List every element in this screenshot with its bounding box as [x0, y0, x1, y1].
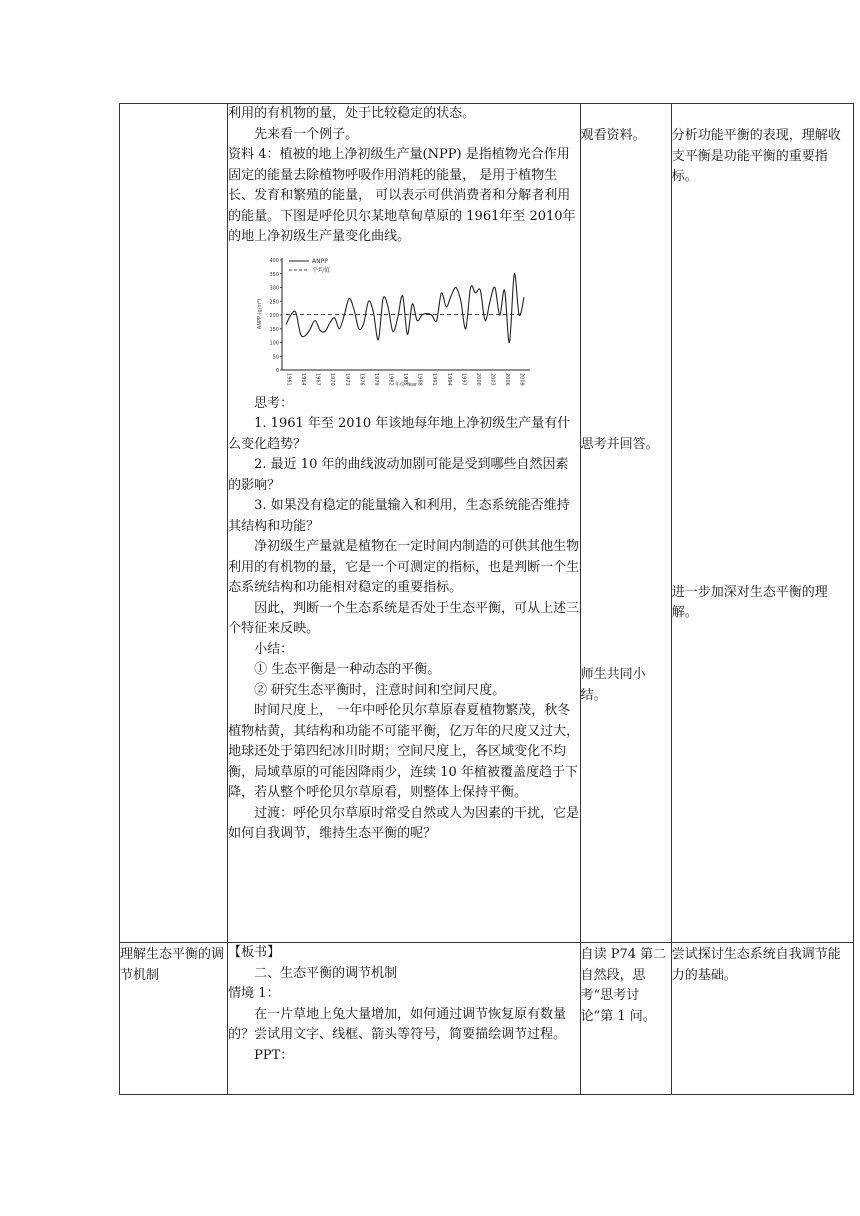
content-cell — [228, 104, 580, 943]
y-tick-label: 400 — [269, 257, 280, 264]
x-tick-label: 1961 — [285, 372, 292, 386]
stage-cell — [120, 104, 228, 943]
x-tick-label: 1982 — [387, 372, 394, 386]
board-label: 【板书】 — [228, 945, 281, 960]
anpp-series-line — [286, 273, 524, 342]
table-row — [120, 943, 854, 1095]
legend — [289, 258, 330, 274]
summary-point-2: ② 研究生态平衡时，注意时间和空间尺度。 — [254, 682, 506, 698]
table-row — [120, 104, 854, 943]
student-activity-c: 师生共同小结。 — [580, 667, 646, 703]
design-intent-cell: 尝试探讨生态系统自我调节能力的基础。 — [671, 943, 853, 1095]
x-tick-label: 2006 — [504, 372, 511, 386]
y-tick-label: 150 — [269, 326, 280, 333]
text-line: 先来看一个例子。 — [254, 126, 359, 142]
student-activity-a: 观看资料。 — [580, 128, 646, 143]
legend-anpp-label: ANPP — [312, 257, 328, 265]
ppt-label: PPT： — [254, 1047, 294, 1063]
student-activity-b: 思考并回答。 — [580, 436, 659, 452]
material-paragraph: 资料 4：植被的地上净初级生产量(NPP) 是指植物光合作用固定的能量去除植物呼吸作用消耗的能量， 是用于植物生长、发育和繁殖的能量， 可以表示可供消费者和分解者利用的能量。下图是呼伦贝尔某地草甸草原的 1961年至 2010年的地上净初级生产量变化曲线。 — [228, 147, 576, 244]
x-tick-label: 1988 — [416, 372, 423, 386]
question-2: 2. 最近 10 年的曲线波动加剧可能是受到哪些自然因素的影响？ — [228, 457, 569, 493]
npp-explanation: 净初级生产量就是植物在一定时间内制造的可供其他生物利用的有机物的量，它是一个可测定的指标，也是判断一个生态系统结构和功能相对稳定的重要指标。 — [228, 539, 580, 595]
y-tick-label: 350 — [269, 271, 280, 278]
design-intent-cell — [671, 104, 853, 943]
x-tick-label: 1994 — [445, 372, 452, 386]
x-axis-label: 年份 Year — [395, 381, 418, 388]
legend-mean-label: 平均值 — [312, 266, 331, 274]
x-tick-label: 1976 — [358, 372, 365, 386]
y-tick-label: 100 — [269, 340, 280, 346]
student-activity-cell — [580, 104, 671, 943]
x-tick-label: 1967 — [314, 372, 321, 386]
x-tick-label: 2003 — [489, 372, 496, 386]
y-tick-label: 0 — [275, 367, 280, 374]
y-tick-label: 200 — [269, 312, 280, 319]
x-tick-label: 1979 — [373, 372, 380, 386]
x-tick-label: 1997 — [460, 372, 467, 386]
question-1: 1. 1961 年至 2010 年该地每年地上净初级生产量有什么变化趋势？ — [228, 416, 571, 452]
transition-paragraph: 过渡：呼伦贝尔草原时常受自然或人为因素的干扰，它是如何自我调节，维持生态平衡的呢？ — [228, 805, 580, 841]
x-tick-label: 2000 — [475, 372, 482, 386]
x-tick-label: 1973 — [343, 372, 350, 386]
x-tick-label: 1985 — [402, 372, 409, 386]
question-3: 3. 如果没有稳定的能量输入和利用，生态系统能否维持其结构和功能？ — [228, 498, 570, 534]
y-axis-label: ANPP (g/m²) — [257, 298, 264, 329]
design-intent-a: 分析功能平衡的表现，理解收支平衡是功能平衡的重要指标。 — [671, 128, 841, 184]
y-tick-label: 300 — [269, 285, 280, 291]
x-tick-label: 1991 — [431, 372, 438, 386]
situation-label: 情境 1： — [228, 986, 280, 1001]
situation-text: 在一片草地上兔大量增加，如何通过调节恢复原有数量的？尝试用文字、线框、箭头等符号，简要描绘调节过程。 — [228, 1006, 567, 1042]
x-tick-label: 2009 — [518, 372, 525, 386]
content-cell — [228, 943, 580, 1095]
think-label: 思考： — [254, 395, 294, 411]
student-activity-cell: 自读 P74 第二自然段，思考“思考讨论”第 1 问。 — [580, 943, 671, 1095]
x-tick-label: 1970 — [329, 372, 336, 386]
text-line: 利用的有机物的量，处于比较稳定的状态。 — [228, 106, 476, 121]
lesson-plan-table — [119, 103, 854, 1095]
stage-cell: 理解生态平衡的调节机制 — [120, 943, 228, 1095]
board-heading: 二、生态平衡的调节机制 — [254, 965, 398, 981]
summary-label: 小结： — [254, 641, 294, 657]
y-tick-label: 250 — [269, 298, 280, 305]
judgement-paragraph: 因此，判断一个生态系统是否处于生态平衡，可从上述三个特征来反映。 — [228, 600, 580, 636]
summary-point-1: ① 生态平衡是一种动态的平衡。 — [254, 662, 441, 677]
x-tick-label: 1964 — [300, 372, 307, 386]
design-intent-b: 进一步加深对生态平衡的理解。 — [671, 584, 828, 620]
y-tick-label: 50 — [272, 353, 280, 360]
scale-paragraph: 时间尺度上， 一年中呼伦贝尔草原春夏植物繁茂，秋冬植物枯黄，其结构和功能不可能平衡，亿万年的尺度又过大，地球还处于第四纪冰川时期；空间尺度上，各区域变化不均衡，局域草原的可能因降雨少，连续 10 年植被覆盖度趋于下降，若从整个呼伦贝尔草原看，则整体上保持平衡。 — [228, 703, 580, 800]
anpp-line-chart — [252, 252, 537, 390]
